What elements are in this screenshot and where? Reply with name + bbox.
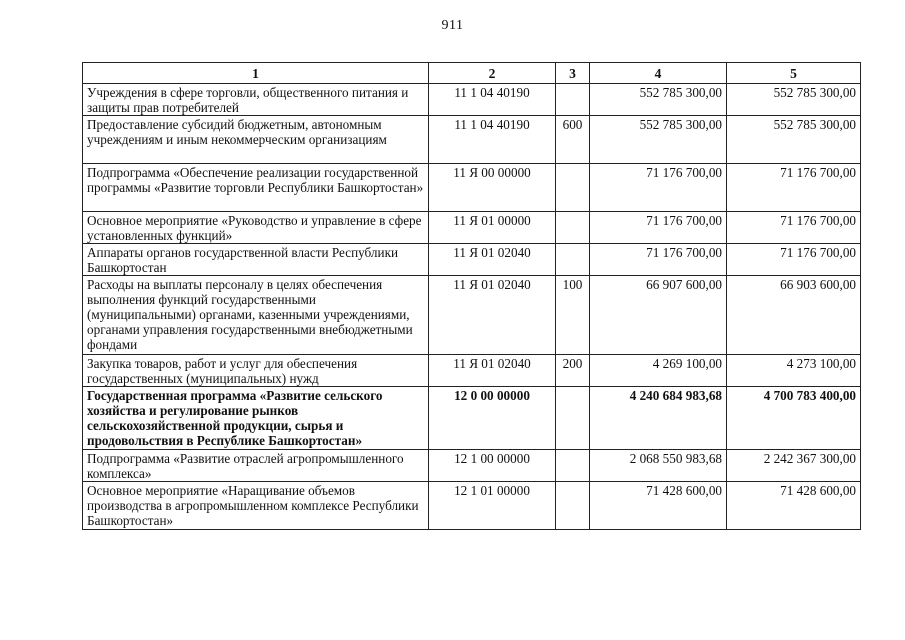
row-value-2: 4 700 783 400,00 bbox=[727, 387, 861, 450]
row-value-1: 66 907 600,00 bbox=[590, 276, 727, 355]
row-name: Основное мероприятие «Руководство и управление в сфере установленных функций» bbox=[83, 212, 429, 244]
row-code: 12 1 00 00000 bbox=[429, 450, 556, 482]
row-type: 600 bbox=[556, 116, 590, 164]
row-value-1: 2 068 550 983,68 bbox=[590, 450, 727, 482]
row-code: 11 Я 01 00000 bbox=[429, 212, 556, 244]
header-type: 3 bbox=[556, 63, 590, 84]
row-value-2: 2 242 367 300,00 bbox=[727, 450, 861, 482]
row-value-2: 66 903 600,00 bbox=[727, 276, 861, 355]
header-row bbox=[83, 63, 861, 84]
table-row bbox=[83, 276, 861, 355]
row-value-1: 71 176 700,00 bbox=[590, 212, 727, 244]
row-type: 100 bbox=[556, 276, 590, 355]
row-value-1: 71 176 700,00 bbox=[590, 164, 727, 212]
row-code: 11 Я 01 02040 bbox=[429, 244, 556, 276]
table-row bbox=[83, 164, 861, 212]
table-row-program bbox=[83, 387, 861, 450]
row-value-2: 71 176 700,00 bbox=[727, 212, 861, 244]
row-name: Предоставление субсидий бюджетным, автономным учреждениям и иным некоммерческим организациям bbox=[83, 116, 429, 164]
row-name: Учреждения в сфере торговли, общественного питания и защиты прав потребителей bbox=[83, 84, 429, 116]
page-number: 911 bbox=[441, 18, 464, 33]
table-row bbox=[83, 116, 861, 164]
table-row bbox=[83, 212, 861, 244]
row-value-2: 552 785 300,00 bbox=[727, 116, 861, 164]
row-type bbox=[556, 482, 590, 530]
row-code: 11 Я 00 00000 bbox=[429, 164, 556, 212]
row-value-2: 4 273 100,00 bbox=[727, 355, 861, 387]
row-code: 11 Я 01 02040 bbox=[429, 355, 556, 387]
row-type bbox=[556, 244, 590, 276]
table-row bbox=[83, 355, 861, 387]
row-code: 11 Я 01 02040 bbox=[429, 276, 556, 355]
row-value-1: 71 428 600,00 bbox=[590, 482, 727, 530]
row-type bbox=[556, 450, 590, 482]
row-type bbox=[556, 164, 590, 212]
table-row bbox=[83, 482, 861, 530]
row-value-2: 71 428 600,00 bbox=[727, 482, 861, 530]
row-code: 12 1 01 00000 bbox=[429, 482, 556, 530]
header-name: 1 bbox=[83, 63, 429, 84]
row-value-2: 552 785 300,00 bbox=[727, 84, 861, 116]
row-name: Подпрограмма «Развитие отраслей агропромышленного комплекса» bbox=[83, 450, 429, 482]
row-name: Расходы на выплаты персоналу в целях обеспечения выполнения функций государственными (муниципальными) органами, казенными учреждениями, органами управления государственными внебюджетными фондами bbox=[83, 276, 429, 355]
row-name: Закупка товаров, работ и услуг для обеспечения государственных (муниципальных) нужд bbox=[83, 355, 429, 387]
row-name: Государственная программа «Развитие сельского хозяйства и регулирование рынков сельскохозяйственной продукции, сырья и продовольствия в Республике Башкортостан» bbox=[83, 387, 429, 450]
row-value-1: 552 785 300,00 bbox=[590, 84, 727, 116]
row-type bbox=[556, 212, 590, 244]
row-value-1: 552 785 300,00 bbox=[590, 116, 727, 164]
row-type bbox=[556, 84, 590, 116]
table-row bbox=[83, 244, 861, 276]
row-value-2: 71 176 700,00 bbox=[727, 244, 861, 276]
header-value-1: 4 bbox=[590, 63, 727, 84]
row-type bbox=[556, 387, 590, 450]
row-value-2: 71 176 700,00 bbox=[727, 164, 861, 212]
row-name: Подпрограмма «Обеспечение реализации государственной программы «Развитие торговли Республики Башкортостан» bbox=[83, 164, 429, 212]
header-code: 2 bbox=[429, 63, 556, 84]
row-name: Основное мероприятие «Наращивание объемов производства в агропромышленном комплексе Республики Башкортостан» bbox=[83, 482, 429, 530]
row-code: 12 0 00 00000 bbox=[429, 387, 556, 450]
row-name: Аппараты органов государственной власти Республики Башкортостан bbox=[83, 244, 429, 276]
row-type: 200 bbox=[556, 355, 590, 387]
row-code: 11 1 04 40190 bbox=[429, 84, 556, 116]
table-row bbox=[83, 450, 861, 482]
table-row bbox=[83, 84, 861, 116]
header-value-2: 5 bbox=[727, 63, 861, 84]
row-code: 11 1 04 40190 bbox=[429, 116, 556, 164]
row-value-1: 4 269 100,00 bbox=[590, 355, 727, 387]
budget-table bbox=[82, 62, 861, 530]
row-value-1: 4 240 684 983,68 bbox=[590, 387, 727, 450]
row-value-1: 71 176 700,00 bbox=[590, 244, 727, 276]
